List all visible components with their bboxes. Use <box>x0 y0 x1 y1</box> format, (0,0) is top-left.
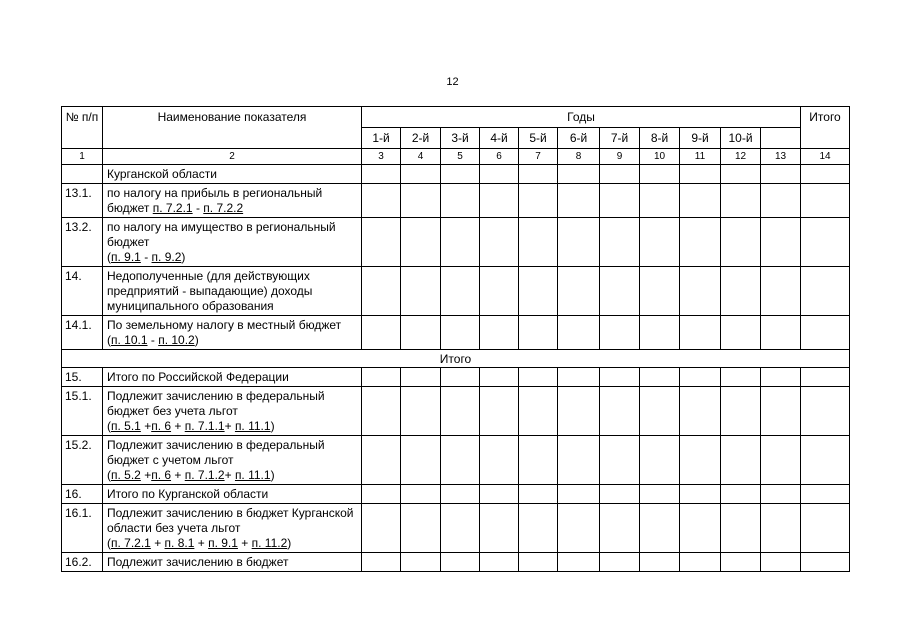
header-year-8: 8-й <box>640 128 680 149</box>
clause-reference: п. 9.1 <box>208 536 238 550</box>
value-cell <box>558 485 600 504</box>
value-cell <box>558 165 600 184</box>
value-cell <box>441 387 480 436</box>
value-cell <box>801 316 850 350</box>
value-cell <box>761 218 801 267</box>
column-number-9: 9 <box>600 149 640 165</box>
table-row <box>62 485 850 504</box>
table-row <box>62 436 850 485</box>
header-year-3: 3-й <box>441 128 480 149</box>
row-name-text: - <box>140 250 152 264</box>
value-cell <box>761 436 801 485</box>
value-cell <box>519 267 558 316</box>
table-row <box>62 165 850 184</box>
clause-reference: п. 7.2.1 <box>111 536 151 550</box>
value-cell <box>362 165 401 184</box>
row-name-text: + <box>194 536 209 550</box>
value-cell <box>761 553 801 572</box>
value-cell <box>801 485 850 504</box>
header-year-5: 5-й <box>519 128 558 149</box>
header-year-7: 7-й <box>600 128 640 149</box>
row-name-text: - <box>147 333 159 347</box>
value-cell <box>362 504 401 553</box>
value-cell <box>721 218 761 267</box>
value-cell <box>600 218 640 267</box>
value-cell <box>519 387 558 436</box>
value-cell <box>362 316 401 350</box>
header-year-9: 9-й <box>680 128 721 149</box>
value-cell <box>721 436 761 485</box>
row-number: 13.1. <box>62 184 103 218</box>
section-row <box>62 350 850 368</box>
value-cell <box>801 387 850 436</box>
value-cell <box>721 165 761 184</box>
value-cell <box>558 218 600 267</box>
row-name-text: + <box>171 468 185 482</box>
value-cell <box>761 387 801 436</box>
value-cell <box>558 184 600 218</box>
row-name <box>103 316 362 350</box>
value-cell <box>761 368 801 387</box>
clause-reference: п. 11.1 <box>234 419 271 433</box>
row-name-text: По земельному налогу в местный бюджет ( <box>107 318 342 347</box>
clause-reference: п. 9.2 <box>151 250 182 264</box>
clause-reference: п. 7.2.1 <box>152 201 193 215</box>
clause-reference: п. 10.1 <box>111 333 148 347</box>
value-cell <box>640 368 680 387</box>
value-cell <box>640 165 680 184</box>
value-cell <box>480 218 519 267</box>
value-cell <box>401 368 441 387</box>
value-cell <box>480 485 519 504</box>
value-cell <box>558 368 600 387</box>
value-cell <box>441 504 480 553</box>
value-cell <box>519 165 558 184</box>
row-name-text: ) <box>270 468 275 482</box>
value-cell <box>721 387 761 436</box>
row-name-text: - <box>192 201 204 215</box>
column-number-5: 5 <box>441 149 480 165</box>
value-cell <box>801 184 850 218</box>
value-cell <box>519 504 558 553</box>
column-number-11: 11 <box>680 149 721 165</box>
row-name <box>103 504 362 553</box>
value-cell <box>640 184 680 218</box>
value-cell <box>680 267 721 316</box>
row-name-text: Подлежит зачислению в бюджет Курганской области без учета льгот <box>107 506 354 535</box>
value-cell <box>801 553 850 572</box>
value-cell <box>441 184 480 218</box>
value-cell <box>441 316 480 350</box>
row-name-text: ) <box>270 419 275 433</box>
value-cell <box>801 165 850 184</box>
row-name-text: Итого по Российской Федерации <box>107 370 289 384</box>
column-number-1: 1 <box>62 149 103 165</box>
value-cell <box>640 267 680 316</box>
value-cell <box>519 218 558 267</box>
value-cell <box>401 165 441 184</box>
value-cell <box>801 504 850 553</box>
value-cell <box>480 436 519 485</box>
value-cell <box>558 436 600 485</box>
value-cell <box>362 184 401 218</box>
row-name-text: + <box>140 419 152 433</box>
header-year-6: 6-й <box>558 128 600 149</box>
clause-reference: п. 10.2 <box>158 333 195 347</box>
value-cell <box>362 267 401 316</box>
table-row <box>62 504 850 553</box>
value-cell <box>600 387 640 436</box>
value-cell <box>721 553 761 572</box>
value-cell <box>441 267 480 316</box>
table-row <box>62 553 850 572</box>
value-cell <box>640 218 680 267</box>
table-row <box>62 267 850 316</box>
clause-reference: п. 5.2 <box>111 468 141 482</box>
value-cell <box>558 387 600 436</box>
value-cell <box>401 218 441 267</box>
value-cell <box>640 553 680 572</box>
header-year-1: 1-й <box>362 128 401 149</box>
row-name-text: по налогу на прибыль в региональный бюджет <box>107 186 323 215</box>
table-row <box>62 218 850 267</box>
row-name-text: Подлежит зачислению в федеральный бюджет с учетом льгот <box>107 438 325 467</box>
row-number: 16. <box>62 485 103 504</box>
value-cell <box>480 267 519 316</box>
value-cell <box>441 553 480 572</box>
value-cell <box>761 316 801 350</box>
value-cell <box>801 436 850 485</box>
column-number-4: 4 <box>401 149 441 165</box>
value-cell <box>680 504 721 553</box>
value-cell <box>401 485 441 504</box>
row-name <box>103 184 362 218</box>
clause-reference: п. 9.1 <box>111 250 141 264</box>
row-number: 14. <box>62 267 103 316</box>
value-cell <box>519 436 558 485</box>
value-cell <box>362 218 401 267</box>
column-number-13: 13 <box>761 149 801 165</box>
row-name-text: по налогу на имущество в региональный бюджет <box>107 220 336 249</box>
header-name: Наименование показателя <box>103 107 362 149</box>
value-cell <box>721 504 761 553</box>
value-cell <box>680 387 721 436</box>
value-cell <box>640 504 680 553</box>
value-cell <box>362 553 401 572</box>
header-year-11 <box>761 128 801 149</box>
clause-reference: п. 8.1 <box>164 536 195 550</box>
row-number: 14.1. <box>62 316 103 350</box>
value-cell <box>640 436 680 485</box>
row-name <box>103 368 362 387</box>
value-cell <box>721 368 761 387</box>
value-cell <box>362 368 401 387</box>
value-cell <box>761 165 801 184</box>
clause-reference: п. 5.1 <box>111 419 141 433</box>
row-name <box>103 387 362 436</box>
column-number-6: 6 <box>480 149 519 165</box>
value-cell <box>721 267 761 316</box>
value-cell <box>761 267 801 316</box>
value-cell <box>401 553 441 572</box>
row-name-text: Итого по Курганской области <box>107 487 269 501</box>
column-number-7: 7 <box>519 149 558 165</box>
column-number-14: 14 <box>801 149 850 165</box>
value-cell <box>600 267 640 316</box>
value-cell <box>480 553 519 572</box>
value-cell <box>480 316 519 350</box>
value-cell <box>441 218 480 267</box>
value-cell <box>441 485 480 504</box>
table-row <box>62 368 850 387</box>
row-name-text: ) <box>287 536 292 550</box>
value-cell <box>519 485 558 504</box>
value-cell <box>362 387 401 436</box>
value-cell <box>640 316 680 350</box>
value-cell <box>600 504 640 553</box>
value-cell <box>721 184 761 218</box>
value-cell <box>558 504 600 553</box>
header-years: Годы <box>362 107 801 128</box>
row-number: 15. <box>62 368 103 387</box>
value-cell <box>401 504 441 553</box>
row-name-text: Подлежит зачислению в бюджет <box>107 555 289 569</box>
clause-reference: п. 7.2.2 <box>203 201 244 215</box>
value-cell <box>362 436 401 485</box>
header-year-2: 2-й <box>401 128 441 149</box>
value-cell <box>519 368 558 387</box>
row-name <box>103 436 362 485</box>
row-number: 16.1. <box>62 504 103 553</box>
row-name-text: ( <box>107 419 111 433</box>
column-numbers-row <box>62 149 850 165</box>
value-cell <box>680 316 721 350</box>
value-cell <box>401 267 441 316</box>
value-cell <box>801 267 850 316</box>
value-cell <box>480 504 519 553</box>
row-name-text: Недополученные (для действующих предприятий - выпадающие) доходы муниципального образования <box>107 269 313 313</box>
row-name <box>103 553 362 572</box>
value-cell <box>721 316 761 350</box>
row-name-text: + <box>150 536 165 550</box>
row-number: 16.2. <box>62 553 103 572</box>
value-cell <box>680 218 721 267</box>
row-name <box>103 267 362 316</box>
row-number: 15.1. <box>62 387 103 436</box>
value-cell <box>519 184 558 218</box>
value-cell <box>640 387 680 436</box>
clause-reference: п. 6 <box>151 419 172 433</box>
table-row <box>62 184 850 218</box>
indicators-table <box>61 106 850 572</box>
clause-reference: п. 6 <box>151 468 172 482</box>
clause-reference: п. 7.1.2 <box>184 468 225 482</box>
value-cell <box>558 553 600 572</box>
value-cell <box>761 485 801 504</box>
column-number-2: 2 <box>103 149 362 165</box>
row-name-text: + <box>171 419 185 433</box>
row-number: 13.2. <box>62 218 103 267</box>
clause-reference: п. 11.2 <box>251 536 288 550</box>
header-year-4: 4-й <box>480 128 519 149</box>
header-year-10: 10-й <box>721 128 761 149</box>
row-name-text: + <box>224 468 235 482</box>
value-cell <box>801 368 850 387</box>
row-name-text: + <box>224 419 235 433</box>
value-cell <box>600 553 640 572</box>
section-title: Итого <box>62 350 850 368</box>
row-name-text: ) <box>194 333 199 347</box>
value-cell <box>480 368 519 387</box>
row-name-text: ( <box>107 468 111 482</box>
page-number: 12 <box>446 76 459 88</box>
value-cell <box>680 436 721 485</box>
value-cell <box>558 316 600 350</box>
header-row-1 <box>62 107 850 128</box>
value-cell <box>680 553 721 572</box>
value-cell <box>680 184 721 218</box>
value-cell <box>680 165 721 184</box>
value-cell <box>519 316 558 350</box>
value-cell <box>441 436 480 485</box>
row-name-text: ( <box>107 250 111 264</box>
value-cell <box>401 316 441 350</box>
row-name-text: Курганской области <box>107 167 217 181</box>
value-cell <box>640 485 680 504</box>
value-cell <box>441 368 480 387</box>
value-cell <box>401 184 441 218</box>
row-number: 15.2. <box>62 436 103 485</box>
value-cell <box>558 267 600 316</box>
row-name <box>103 485 362 504</box>
value-cell <box>519 553 558 572</box>
table-row <box>62 387 850 436</box>
row-number <box>62 165 103 184</box>
row-name-text: + <box>140 468 152 482</box>
clause-reference: п. 11.1 <box>234 468 271 482</box>
column-number-3: 3 <box>362 149 401 165</box>
value-cell <box>600 165 640 184</box>
value-cell <box>600 368 640 387</box>
clause-reference: п. 7.1.1 <box>184 419 225 433</box>
row-name-text: + <box>237 536 252 550</box>
row-name <box>103 165 362 184</box>
value-cell <box>721 485 761 504</box>
value-cell <box>480 387 519 436</box>
column-number-8: 8 <box>558 149 600 165</box>
value-cell <box>401 436 441 485</box>
value-cell <box>600 436 640 485</box>
row-name <box>103 218 362 267</box>
value-cell <box>600 485 640 504</box>
value-cell <box>600 316 640 350</box>
value-cell <box>600 184 640 218</box>
value-cell <box>761 504 801 553</box>
column-number-10: 10 <box>640 149 680 165</box>
row-name-text: Подлежит зачислению в федеральный бюджет без учета льгот <box>107 389 325 418</box>
value-cell <box>480 184 519 218</box>
column-number-12: 12 <box>721 149 761 165</box>
table-row <box>62 316 850 350</box>
value-cell <box>480 165 519 184</box>
value-cell <box>801 218 850 267</box>
value-cell <box>362 485 401 504</box>
value-cell <box>680 485 721 504</box>
value-cell <box>401 387 441 436</box>
row-name-text: ( <box>107 536 111 550</box>
row-name-text: ) <box>181 250 186 264</box>
header-total: Итого <box>801 107 850 149</box>
value-cell <box>441 165 480 184</box>
header-num: № п/п <box>62 107 103 149</box>
value-cell <box>680 368 721 387</box>
value-cell <box>761 184 801 218</box>
